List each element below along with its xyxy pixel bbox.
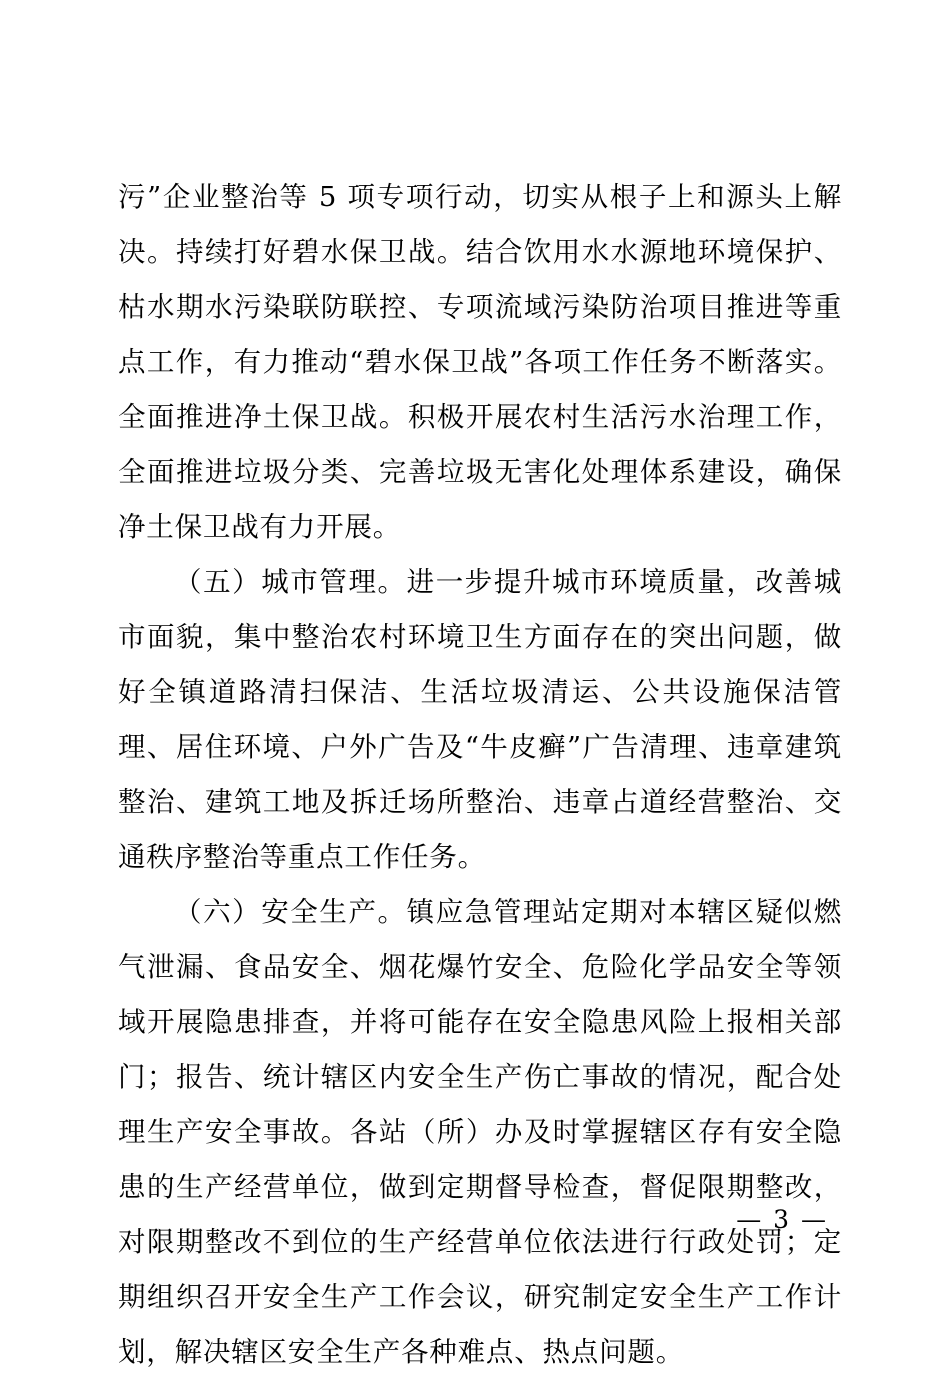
page-number: — 3 — [736,1205,828,1234]
paragraph-2: （五）城市管理。进一步提升城市环境质量，改善城市面貌，集中整治农村环境卫生方面存在的突出问题，做好全镇道路清扫保洁、生活垃圾清运、公共设施保洁管理、居住环境、户外广告及“牛皮癣”广告清理、违章建筑整治、建筑工地及拆迁场所整治、违章占道经营整治、交通秩序整治等重点工作任务。 [118,566,842,873]
paragraph-3: （六）安全生产。镇应急管理站定期对本辖区疑似燃气泄漏、食品安全、烟花爆竹安全、危险化学品安全等领域开展隐患排查，并将可能存在安全隐患风险上报相关部门；报告、统计辖区内安全生产伤亡事故的情况，配合处理生产安全事故。各站（所）办及时掌握辖区存有安全隐患的生产经营单位，做到定期督导检查，督促限期整改，对限期整改不到位的生产经营单位依法进行行政处罚；定期组织召开安全生产工作会议，研究制定安全生产工作计划，解决辖区安全生产各种难点、热点问题。 [118,896,842,1368]
page-footer [0,1205,950,1234]
paragraph-1: 污”企业整治等 5 项专项行动，切实从根子上和源头上解决。持续打好碧水保卫战。结合饮用水水源地环境保护、枯水期水污染联防联控、专项流域污染防治项目推进等重点工作，有力推动“碧水保卫战”各项工作任务不断落实。全面推进净土保卫战。积极开展农村生活污水治理工作，全面推进垃圾分类、完善垃圾无害化处理体系建设，确保净土保卫战有力开展。 [118,181,842,543]
document-body [118,170,842,1380]
